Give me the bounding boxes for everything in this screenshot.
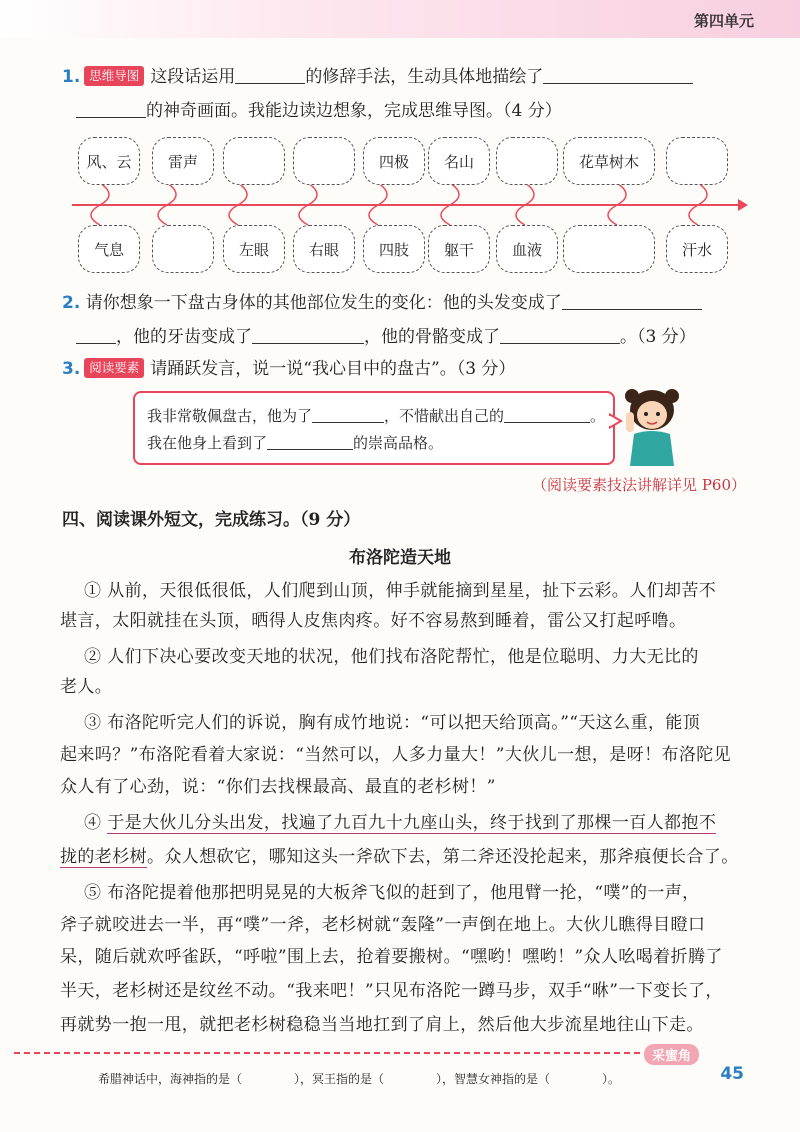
mind-map-tag: 思维导图	[84, 66, 144, 86]
answer-blank[interactable]	[504, 402, 590, 423]
mind-map-node-blank[interactable]	[666, 137, 728, 185]
answer-blank[interactable]	[267, 429, 353, 450]
footer-text: ），冥王指的是（	[294, 1072, 385, 1086]
page-number: 45	[720, 1064, 744, 1084]
underlined-sentence: 于是大伙儿分头出发，找遍了九百九十九座山头，终于找到了那棵一百人都抱不	[107, 813, 717, 833]
question-2-line2	[62, 322, 696, 352]
question-1-line2	[62, 96, 562, 126]
passage-line: 斧子就咬进去一半，再“噗”一斧，老杉树就“轰隆”一声倒在地上。大伙儿瞧得目瞪口	[60, 915, 706, 935]
q1-text-line2: 的神奇画面。我能边读边想象，完成思维导图。（4 分）	[146, 101, 562, 121]
question-3-number: 3.	[62, 359, 81, 379]
q3-text: 请踊跃发言，说一说“我心目中的盘古”。（3 分）	[150, 359, 516, 379]
answer-blank[interactable]	[543, 63, 693, 84]
bubble-text: 。	[590, 407, 606, 425]
footer-question	[98, 1070, 620, 1087]
unit-label: 第四单元	[693, 12, 754, 30]
header-band	[0, 0, 800, 38]
answer-blank[interactable]	[76, 97, 146, 118]
underlined-sentence: 拢的老杉树	[60, 847, 147, 867]
timeline-arrowhead	[738, 199, 748, 211]
footer-text: 希腊神话中，海神指的是（	[98, 1072, 243, 1086]
bubble-text: 我在他身上看到了	[147, 434, 268, 452]
passage-line: ⑤ 布洛陀提着他那把明晃晃的大板斧飞似的赶到了，他甩臂一抡，“噗”的一声，	[84, 883, 700, 903]
passage-line: 呆，随后就欢呼雀跃，“呼啦”围上去，抢着要搬树。“嘿哟！嘿哟！”众人吆喝着折腾了	[60, 947, 723, 967]
mind-map-node-blank[interactable]	[293, 137, 355, 185]
question-2-line1	[62, 288, 702, 318]
question-1-line1	[62, 62, 693, 92]
mind-map-node: 躯干	[428, 225, 490, 273]
passage-line: 众人有了心劲，说：“你们去找棵最高、最直的老杉树！”	[60, 777, 496, 797]
mind-map-node: 左眼	[223, 225, 285, 273]
q2-text-b: ，他的骨骼变成了	[364, 327, 500, 347]
answer-blank[interactable]	[562, 289, 702, 310]
footer-text: ），智慧女神指的是（	[436, 1072, 551, 1086]
bubble-text: 的崇高品格。	[353, 434, 444, 452]
passage-line: 再就势一抱一甩，就把老杉树稳稳当当地扛到了肩上，然后他大步流星地往山下走。	[60, 1015, 704, 1035]
mind-map-node-blank[interactable]	[563, 225, 655, 273]
passage-line: 老人。	[60, 677, 113, 697]
passage-line: ① 从前，天很低很低，人们爬到山顶，伸手就能摘到星星，扯下云彩。人们却苦不	[84, 581, 717, 601]
mind-map-node: 右眼	[293, 225, 355, 273]
passage-text: 。众人想砍它，哪知这头一斧砍下去，第二斧还没抡起来，那斧痕便长合了。	[147, 847, 739, 867]
mind-map-node: 四肢	[363, 225, 425, 273]
question-1-number: 1.	[62, 67, 81, 87]
question-3-line	[62, 354, 515, 384]
girl-illustration	[618, 382, 688, 468]
bubble-text: ，不惜献出自己的	[384, 407, 505, 425]
passage-line: 半天，老杉树还是纹丝不动。“我来吧！”只见布洛陀一蹲马步，双手“咻”一下变长了，	[60, 981, 723, 1001]
mind-map-node: 血液	[496, 225, 558, 273]
answer-blank[interactable]	[500, 323, 620, 344]
mind-map-node: 雷声	[152, 137, 214, 185]
q2-text-line1: 请你想象一下盘古身体的其他部位发生的变化：他的头发变成了	[85, 293, 562, 313]
answer-blank[interactable]	[76, 323, 116, 344]
footer-text: ）。	[602, 1072, 621, 1086]
footer-divider	[14, 1052, 640, 1054]
paragraph-marker: ④	[84, 813, 108, 833]
mind-map-node: 风、云	[78, 137, 140, 185]
question-2-number: 2.	[62, 293, 81, 313]
passage-line: 起来吗？”布洛陀看着大家说：“当然可以，人多力量大！”大伙儿一想，是呀！布洛陀见	[60, 745, 732, 765]
section-4-heading: 四、阅读课外短文，完成练习。（9 分）	[62, 510, 361, 530]
passage-line	[60, 842, 739, 867]
reading-element-tag: 阅读要素	[84, 358, 144, 378]
mind-map-node-blank[interactable]	[496, 137, 558, 185]
mind-map-node: 四极	[363, 137, 425, 185]
passage-line: ③ 布洛陀听完人们的诉说，胸有成竹地说：“可以把天给顶高。”“天这么重，能顶	[84, 713, 701, 733]
technique-note: （阅读要素技法讲解详见 P60）	[532, 476, 746, 494]
q2-text-c: 。（3 分）	[620, 327, 696, 347]
passage-line	[84, 808, 716, 833]
q1-text-b: 的修辞手法，生动具体地描绘了	[305, 67, 544, 87]
mind-map-node: 气息	[78, 225, 140, 273]
mind-map-node-blank[interactable]	[223, 137, 285, 185]
mind-map-node: 汗水	[666, 225, 728, 273]
tip-corner-label: 采蜜角	[644, 1044, 699, 1065]
answer-blank[interactable]	[252, 323, 364, 344]
answer-blank[interactable]	[312, 402, 384, 423]
q1-text-a: 这段话运用	[150, 67, 236, 87]
mind-map-node: 名山	[428, 137, 490, 185]
speech-bubble	[133, 391, 615, 465]
bubble-line-2	[147, 429, 443, 453]
mind-map-node-blank[interactable]	[152, 225, 214, 273]
passage-title: 布洛陀造天地	[349, 548, 451, 568]
passage-line: ② 人们下决心要改变天地的状况，他们找布洛陀帮忙，他是位聪明、力大无比的	[84, 647, 699, 667]
answer-blank[interactable]	[235, 63, 305, 84]
bubble-text: 我非常敬佩盘古，他为了	[147, 407, 313, 425]
mind-map-node: 花草树木	[563, 137, 655, 185]
bubble-line-1	[147, 402, 605, 426]
passage-line: 堪言，太阳就挂在头顶，晒得人皮焦肉疼。好不容易熬到睡着，雷公又打起呼噜。	[60, 611, 687, 631]
q2-text-a: ，他的牙齿变成了	[116, 327, 252, 347]
